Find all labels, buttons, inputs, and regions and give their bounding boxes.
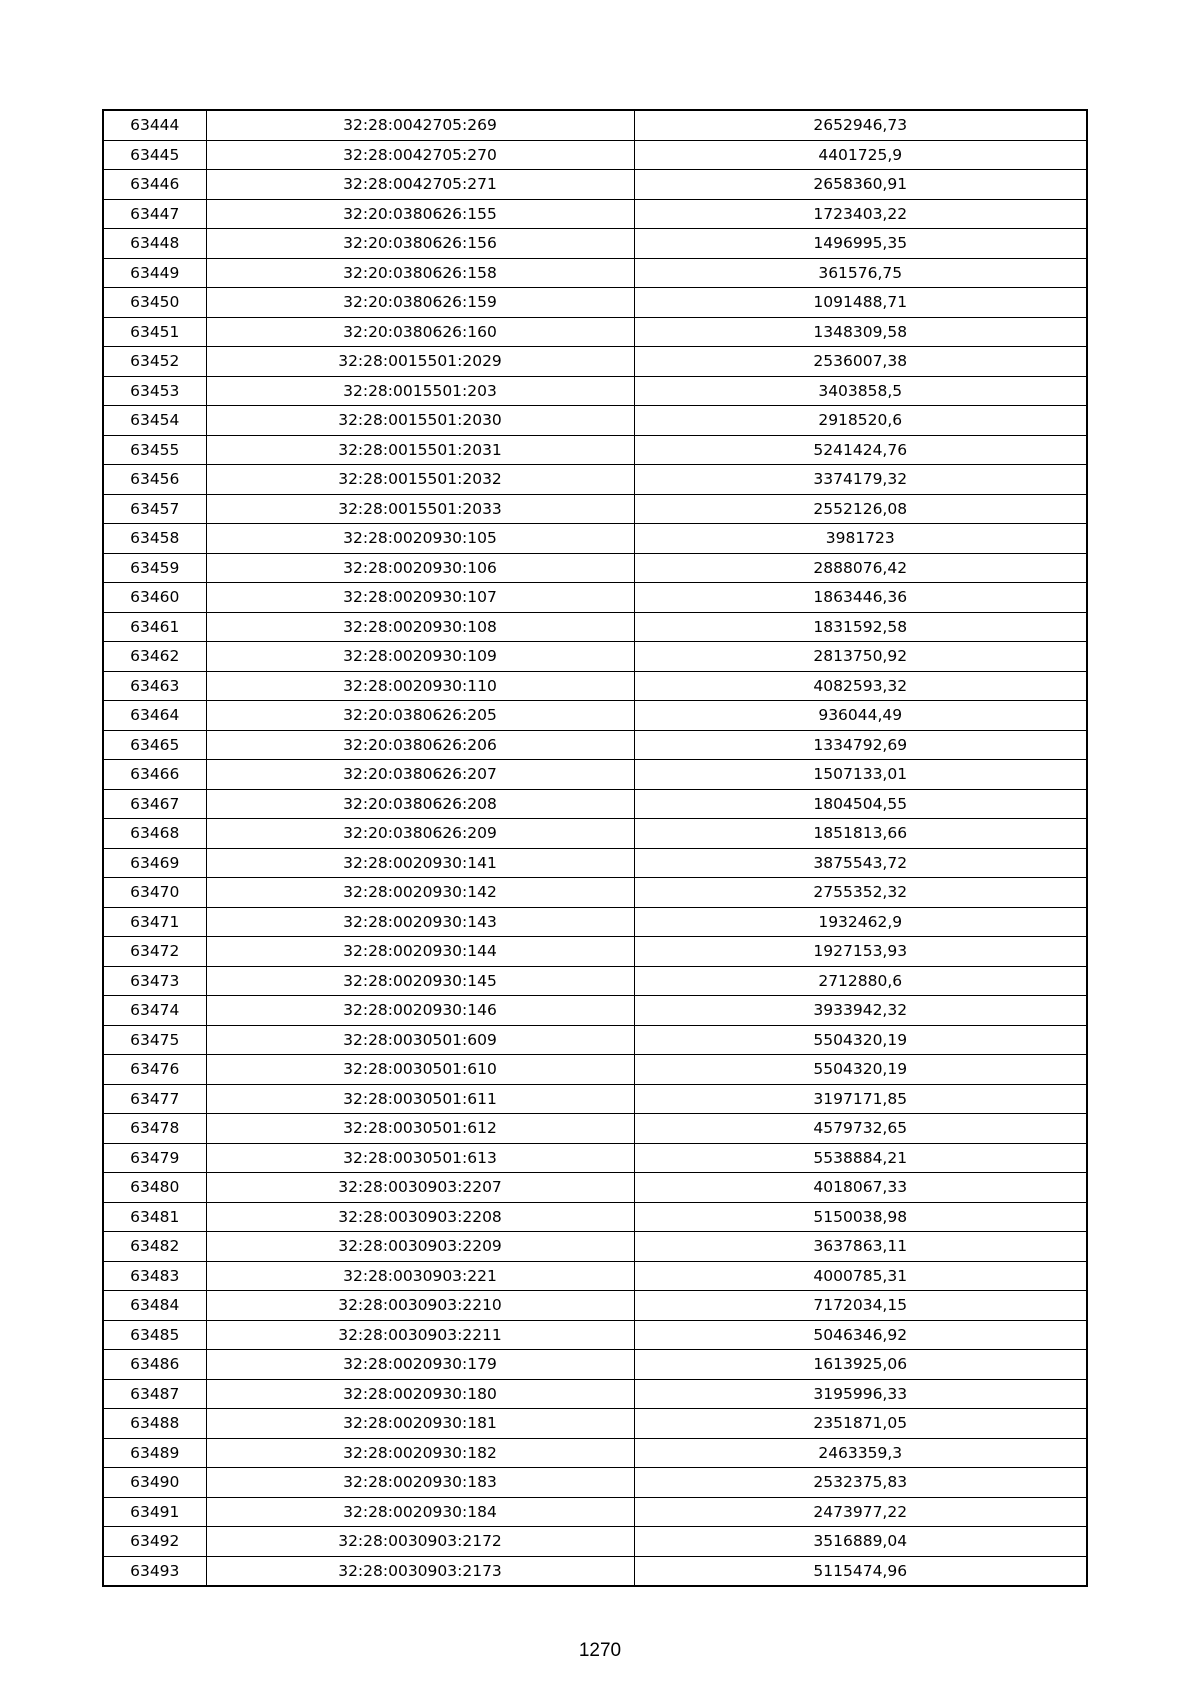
cadastral-value-cell: 2755352,32 bbox=[634, 878, 1087, 908]
cadastral-number-cell: 32:28:0042705:271 bbox=[206, 170, 634, 200]
row-number-cell: 63469 bbox=[103, 848, 206, 878]
cadastral-number-cell: 32:28:0020930:146 bbox=[206, 996, 634, 1026]
row-number-cell: 63488 bbox=[103, 1409, 206, 1439]
row-number-cell: 63463 bbox=[103, 671, 206, 701]
cadastral-value-cell: 2552126,08 bbox=[634, 494, 1087, 524]
table-row bbox=[103, 1468, 1087, 1498]
cadastral-number-cell: 32:20:0380626:209 bbox=[206, 819, 634, 849]
row-number-cell: 63471 bbox=[103, 907, 206, 937]
table-row bbox=[103, 1409, 1087, 1439]
row-number-cell: 63479 bbox=[103, 1143, 206, 1173]
cadastral-value-cell: 4401725,9 bbox=[634, 140, 1087, 170]
row-number-cell: 63487 bbox=[103, 1379, 206, 1409]
cadastral-number-cell: 32:28:0030501:611 bbox=[206, 1084, 634, 1114]
table-row bbox=[103, 1379, 1087, 1409]
cadastral-value-cell: 936044,49 bbox=[634, 701, 1087, 731]
cadastral-value-cell: 5046346,92 bbox=[634, 1320, 1087, 1350]
cadastral-value-cell: 1496995,35 bbox=[634, 229, 1087, 259]
cadastral-value-cell: 2888076,42 bbox=[634, 553, 1087, 583]
cadastral-value-cell: 7172034,15 bbox=[634, 1291, 1087, 1321]
cadastral-value-cell: 3516889,04 bbox=[634, 1527, 1087, 1557]
cadastral-number-cell: 32:28:0020930:141 bbox=[206, 848, 634, 878]
row-number-cell: 63486 bbox=[103, 1350, 206, 1380]
row-number-cell: 63465 bbox=[103, 730, 206, 760]
cadastral-number-cell: 32:28:0020930:182 bbox=[206, 1438, 634, 1468]
table-row bbox=[103, 317, 1087, 347]
cadastral-number-cell: 32:28:0042705:270 bbox=[206, 140, 634, 170]
cadastral-value-cell: 1613925,06 bbox=[634, 1350, 1087, 1380]
cadastral-number-cell: 32:28:0015501:2033 bbox=[206, 494, 634, 524]
table-row bbox=[103, 1025, 1087, 1055]
table-row bbox=[103, 524, 1087, 554]
row-number-cell: 63491 bbox=[103, 1497, 206, 1527]
cadastral-value-cell: 361576,75 bbox=[634, 258, 1087, 288]
cadastral-number-cell: 32:28:0020930:105 bbox=[206, 524, 634, 554]
row-number-cell: 63448 bbox=[103, 229, 206, 259]
cadastral-number-cell: 32:28:0015501:2029 bbox=[206, 347, 634, 377]
cadastral-value-cell: 2652946,73 bbox=[634, 110, 1087, 140]
table-row bbox=[103, 110, 1087, 140]
cadastral-number-cell: 32:28:0020930:144 bbox=[206, 937, 634, 967]
cadastral-value-cell: 2473977,22 bbox=[634, 1497, 1087, 1527]
cadastral-value-cell: 5504320,19 bbox=[634, 1055, 1087, 1085]
row-number-cell: 63474 bbox=[103, 996, 206, 1026]
cadastral-number-cell: 32:28:0020930:109 bbox=[206, 642, 634, 672]
cadastral-value-cell: 2918520,6 bbox=[634, 406, 1087, 436]
table-row bbox=[103, 199, 1087, 229]
table-row bbox=[103, 347, 1087, 377]
row-number-cell: 63475 bbox=[103, 1025, 206, 1055]
table-row bbox=[103, 1202, 1087, 1232]
cadastral-number-cell: 32:28:0030903:2211 bbox=[206, 1320, 634, 1350]
table-row bbox=[103, 494, 1087, 524]
cadastral-value-cell: 1831592,58 bbox=[634, 612, 1087, 642]
cadastral-number-cell: 32:28:0030501:610 bbox=[206, 1055, 634, 1085]
cadastral-number-cell: 32:28:0030903:2172 bbox=[206, 1527, 634, 1557]
table-row bbox=[103, 819, 1087, 849]
cadastral-number-cell: 32:20:0380626:155 bbox=[206, 199, 634, 229]
cadastral-number-cell: 32:28:0020930:180 bbox=[206, 1379, 634, 1409]
cadastral-value-cell: 1927153,93 bbox=[634, 937, 1087, 967]
cadastral-value-cell: 5538884,21 bbox=[634, 1143, 1087, 1173]
cadastral-number-cell: 32:28:0030501:612 bbox=[206, 1114, 634, 1144]
row-number-cell: 63456 bbox=[103, 465, 206, 495]
row-number-cell: 63481 bbox=[103, 1202, 206, 1232]
cadastral-value-table bbox=[102, 109, 1088, 1587]
cadastral-number-cell: 32:28:0030903:2210 bbox=[206, 1291, 634, 1321]
cadastral-number-cell: 32:20:0380626:158 bbox=[206, 258, 634, 288]
row-number-cell: 63466 bbox=[103, 760, 206, 790]
cadastral-number-cell: 32:28:0030501:613 bbox=[206, 1143, 634, 1173]
table-row bbox=[103, 1114, 1087, 1144]
cadastral-value-cell: 3197171,85 bbox=[634, 1084, 1087, 1114]
cadastral-number-cell: 32:28:0020930:143 bbox=[206, 907, 634, 937]
table-row bbox=[103, 937, 1087, 967]
cadastral-number-cell: 32:28:0020930:110 bbox=[206, 671, 634, 701]
row-number-cell: 63461 bbox=[103, 612, 206, 642]
table-row bbox=[103, 789, 1087, 819]
cadastral-value-cell: 1863446,36 bbox=[634, 583, 1087, 613]
cadastral-value-cell: 3374179,32 bbox=[634, 465, 1087, 495]
cadastral-value-cell: 4579732,65 bbox=[634, 1114, 1087, 1144]
row-number-cell: 63483 bbox=[103, 1261, 206, 1291]
row-number-cell: 63453 bbox=[103, 376, 206, 406]
cadastral-number-cell: 32:28:0030903:221 bbox=[206, 1261, 634, 1291]
cadastral-value-cell: 3933942,32 bbox=[634, 996, 1087, 1026]
cadastral-number-cell: 32:20:0380626:156 bbox=[206, 229, 634, 259]
row-number-cell: 63470 bbox=[103, 878, 206, 908]
row-number-cell: 63445 bbox=[103, 140, 206, 170]
cadastral-number-cell: 32:20:0380626:207 bbox=[206, 760, 634, 790]
cadastral-number-cell: 32:28:0020930:108 bbox=[206, 612, 634, 642]
cadastral-value-cell: 2463359,3 bbox=[634, 1438, 1087, 1468]
row-number-cell: 63457 bbox=[103, 494, 206, 524]
cadastral-value-cell: 2351871,05 bbox=[634, 1409, 1087, 1439]
cadastral-value-cell: 5150038,98 bbox=[634, 1202, 1087, 1232]
row-number-cell: 63450 bbox=[103, 288, 206, 318]
table-row bbox=[103, 406, 1087, 436]
row-number-cell: 63467 bbox=[103, 789, 206, 819]
row-number-cell: 63460 bbox=[103, 583, 206, 613]
cadastral-value-cell: 5504320,19 bbox=[634, 1025, 1087, 1055]
cadastral-number-cell: 32:28:0015501:2032 bbox=[206, 465, 634, 495]
table-row bbox=[103, 1438, 1087, 1468]
cadastral-value-cell: 5241424,76 bbox=[634, 435, 1087, 465]
table-row bbox=[103, 701, 1087, 731]
row-number-cell: 63477 bbox=[103, 1084, 206, 1114]
row-number-cell: 63480 bbox=[103, 1173, 206, 1203]
cadastral-number-cell: 32:20:0380626:160 bbox=[206, 317, 634, 347]
row-number-cell: 63454 bbox=[103, 406, 206, 436]
cadastral-number-cell: 32:20:0380626:208 bbox=[206, 789, 634, 819]
row-number-cell: 63458 bbox=[103, 524, 206, 554]
row-number-cell: 63459 bbox=[103, 553, 206, 583]
cadastral-number-cell: 32:20:0380626:206 bbox=[206, 730, 634, 760]
cadastral-value-cell: 1091488,71 bbox=[634, 288, 1087, 318]
cadastral-value-cell: 2813750,92 bbox=[634, 642, 1087, 672]
row-number-cell: 63468 bbox=[103, 819, 206, 849]
cadastral-number-cell: 32:28:0020930:181 bbox=[206, 1409, 634, 1439]
row-number-cell: 63485 bbox=[103, 1320, 206, 1350]
row-number-cell: 63478 bbox=[103, 1114, 206, 1144]
cadastral-number-cell: 32:28:0020930:107 bbox=[206, 583, 634, 613]
table-row bbox=[103, 996, 1087, 1026]
table-row bbox=[103, 465, 1087, 495]
row-number-cell: 63446 bbox=[103, 170, 206, 200]
cadastral-number-cell: 32:28:0015501:203 bbox=[206, 376, 634, 406]
cadastral-number-cell: 32:28:0030903:2207 bbox=[206, 1173, 634, 1203]
row-number-cell: 63473 bbox=[103, 966, 206, 996]
row-number-cell: 63455 bbox=[103, 435, 206, 465]
cadastral-number-cell: 32:28:0020930:106 bbox=[206, 553, 634, 583]
table-row bbox=[103, 966, 1087, 996]
cadastral-number-cell: 32:28:0020930:179 bbox=[206, 1350, 634, 1380]
table-row bbox=[103, 1084, 1087, 1114]
row-number-cell: 63451 bbox=[103, 317, 206, 347]
cadastral-number-cell: 32:28:0015501:2031 bbox=[206, 435, 634, 465]
cadastral-value-cell: 3637863,11 bbox=[634, 1232, 1087, 1262]
table-row bbox=[103, 140, 1087, 170]
table-row bbox=[103, 1055, 1087, 1085]
table-row bbox=[103, 907, 1087, 937]
row-number-cell: 63464 bbox=[103, 701, 206, 731]
table-row bbox=[103, 848, 1087, 878]
cadastral-value-cell: 3195996,33 bbox=[634, 1379, 1087, 1409]
table-row bbox=[103, 1173, 1087, 1203]
table-row bbox=[103, 642, 1087, 672]
cadastral-value-cell: 4000785,31 bbox=[634, 1261, 1087, 1291]
cadastral-value-cell: 1804504,55 bbox=[634, 789, 1087, 819]
cadastral-value-cell: 3403858,5 bbox=[634, 376, 1087, 406]
cadastral-value-cell: 2536007,38 bbox=[634, 347, 1087, 377]
table-body bbox=[103, 110, 1087, 1586]
table-row bbox=[103, 376, 1087, 406]
row-number-cell: 63452 bbox=[103, 347, 206, 377]
cadastral-value-cell: 2658360,91 bbox=[634, 170, 1087, 200]
row-number-cell: 63472 bbox=[103, 937, 206, 967]
row-number-cell: 63489 bbox=[103, 1438, 206, 1468]
page-number: 1270 bbox=[578, 1640, 622, 1661]
cadastral-value-cell: 1507133,01 bbox=[634, 760, 1087, 790]
cadastral-value-cell: 1851813,66 bbox=[634, 819, 1087, 849]
table-row bbox=[103, 1350, 1087, 1380]
row-number-cell: 63449 bbox=[103, 258, 206, 288]
row-number-cell: 63493 bbox=[103, 1556, 206, 1586]
table-row bbox=[103, 1320, 1087, 1350]
row-number-cell: 63447 bbox=[103, 199, 206, 229]
cadastral-number-cell: 32:28:0020930:142 bbox=[206, 878, 634, 908]
table-row bbox=[103, 1232, 1087, 1262]
table-row bbox=[103, 1497, 1087, 1527]
cadastral-value-cell: 2712880,6 bbox=[634, 966, 1087, 996]
row-number-cell: 63492 bbox=[103, 1527, 206, 1557]
cadastral-number-cell: 32:28:0030903:2209 bbox=[206, 1232, 634, 1262]
table-row bbox=[103, 288, 1087, 318]
cadastral-value-cell: 1334792,69 bbox=[634, 730, 1087, 760]
table-row bbox=[103, 1143, 1087, 1173]
table-row bbox=[103, 1261, 1087, 1291]
table-row bbox=[103, 730, 1087, 760]
cadastral-number-cell: 32:28:0015501:2030 bbox=[206, 406, 634, 436]
row-number-cell: 63476 bbox=[103, 1055, 206, 1085]
cadastral-value-cell: 1348309,58 bbox=[634, 317, 1087, 347]
table-row bbox=[103, 1291, 1087, 1321]
row-number-cell: 63444 bbox=[103, 110, 206, 140]
cadastral-number-cell: 32:28:0020930:145 bbox=[206, 966, 634, 996]
cadastral-number-cell: 32:28:0030903:2173 bbox=[206, 1556, 634, 1586]
table-row bbox=[103, 258, 1087, 288]
table-row bbox=[103, 435, 1087, 465]
cadastral-value-cell: 3981723 bbox=[634, 524, 1087, 554]
table-row bbox=[103, 553, 1087, 583]
cadastral-value-cell: 4018067,33 bbox=[634, 1173, 1087, 1203]
cadastral-number-cell: 32:28:0030903:2208 bbox=[206, 1202, 634, 1232]
cadastral-number-cell: 32:28:0042705:269 bbox=[206, 110, 634, 140]
table-row bbox=[103, 583, 1087, 613]
cadastral-number-cell: 32:28:0020930:183 bbox=[206, 1468, 634, 1498]
cadastral-number-cell: 32:20:0380626:159 bbox=[206, 288, 634, 318]
table-row bbox=[103, 1556, 1087, 1586]
cadastral-value-cell: 2532375,83 bbox=[634, 1468, 1087, 1498]
table-row bbox=[103, 760, 1087, 790]
cadastral-value-cell: 4082593,32 bbox=[634, 671, 1087, 701]
row-number-cell: 63490 bbox=[103, 1468, 206, 1498]
table-row bbox=[103, 612, 1087, 642]
cadastral-value-cell: 1932462,9 bbox=[634, 907, 1087, 937]
table-row bbox=[103, 878, 1087, 908]
row-number-cell: 63482 bbox=[103, 1232, 206, 1262]
row-number-cell: 63462 bbox=[103, 642, 206, 672]
table-row bbox=[103, 1527, 1087, 1557]
table-row bbox=[103, 229, 1087, 259]
cadastral-number-cell: 32:28:0030501:609 bbox=[206, 1025, 634, 1055]
cadastral-value-cell: 1723403,22 bbox=[634, 199, 1087, 229]
cadastral-value-cell: 3875543,72 bbox=[634, 848, 1087, 878]
table-row bbox=[103, 671, 1087, 701]
cadastral-number-cell: 32:28:0020930:184 bbox=[206, 1497, 634, 1527]
table-row bbox=[103, 170, 1087, 200]
row-number-cell: 63484 bbox=[103, 1291, 206, 1321]
cadastral-value-cell: 5115474,96 bbox=[634, 1556, 1087, 1586]
cadastral-number-cell: 32:20:0380626:205 bbox=[206, 701, 634, 731]
